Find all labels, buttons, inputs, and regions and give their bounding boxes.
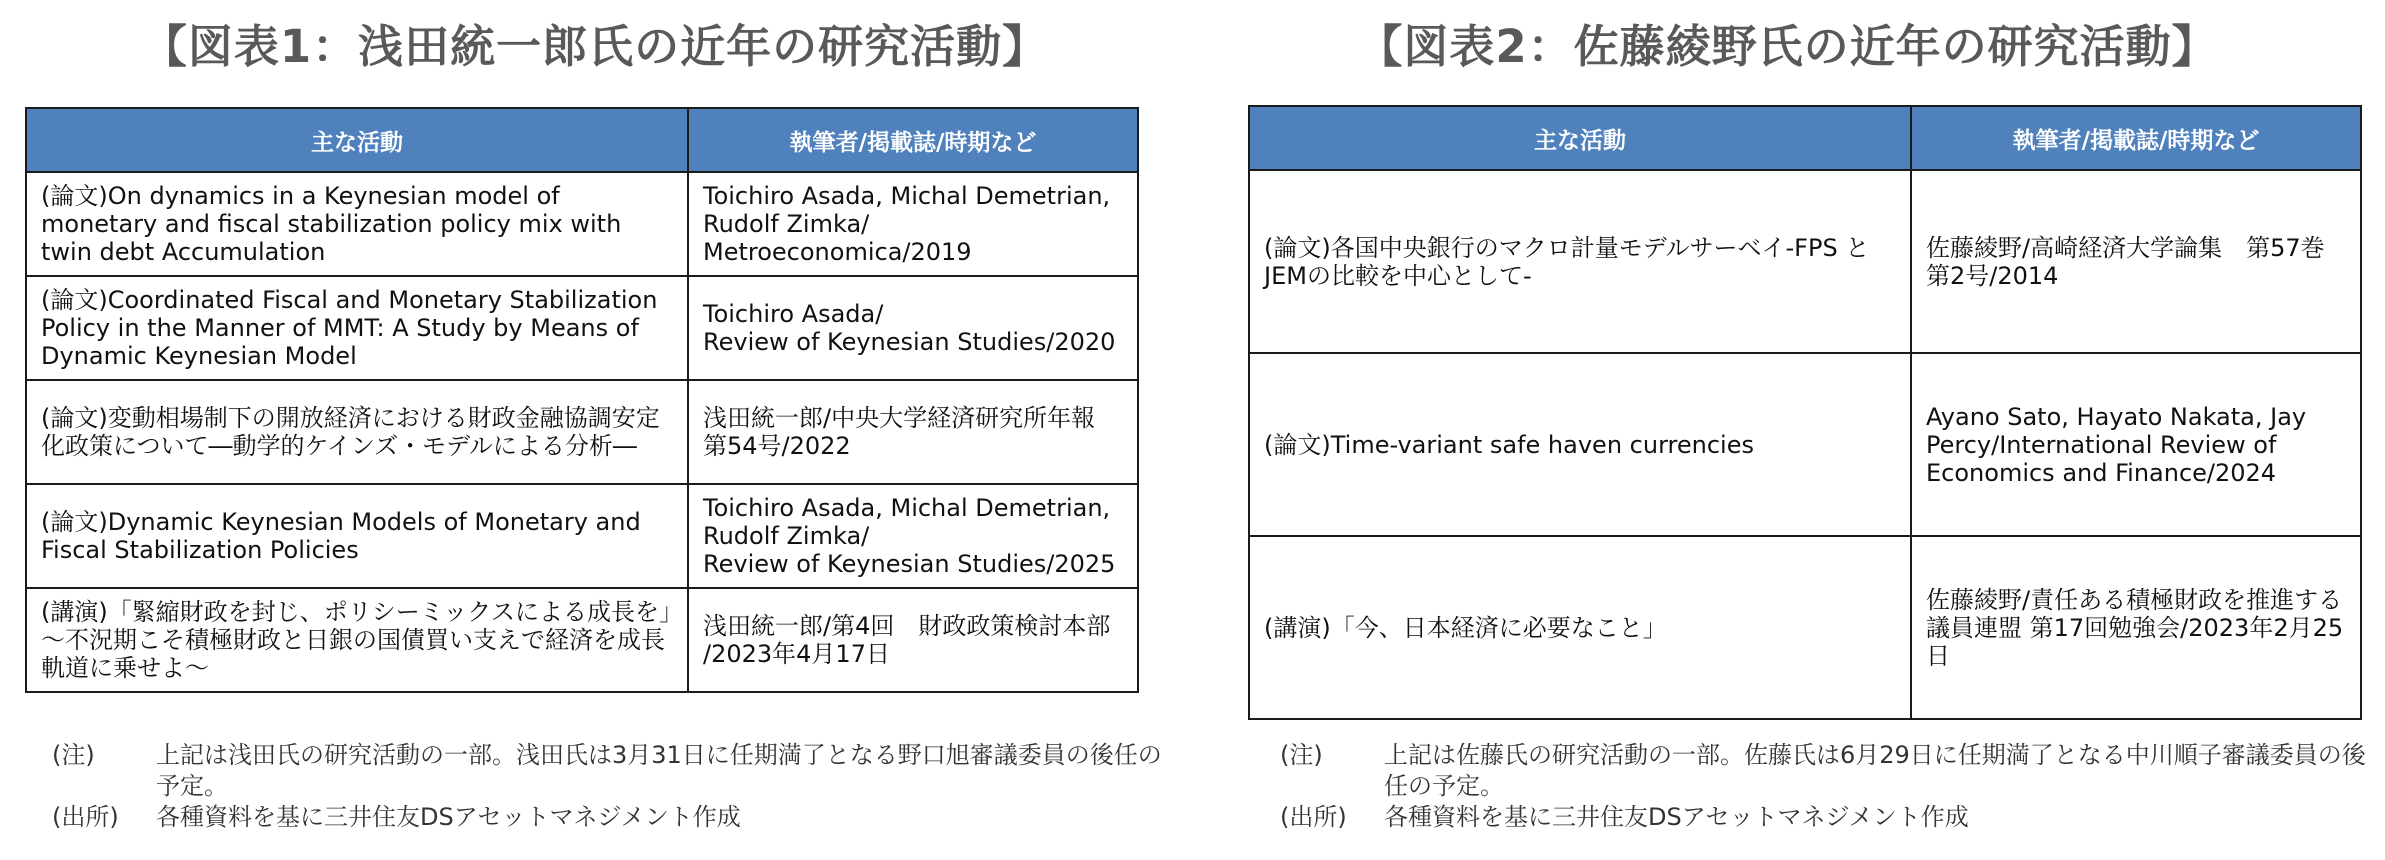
table-row — [1249, 353, 2361, 536]
activity-cell — [26, 588, 688, 692]
details-cell — [688, 484, 1138, 588]
details-text: Toichiro Asada, Michal Demetrian, Rudolf Zimka/ Metroeconomica/2019 — [703, 182, 1111, 266]
activity-text: (講演)「緊縮財政を封じ、ポリシーミックスによる成長を」～不況期こそ積極財政と日銀の国債買い支えで経済を成長軌道に乗せよ～ — [41, 598, 672, 682]
table-row — [1249, 170, 2361, 353]
figure2-table — [1248, 105, 2362, 720]
details-cell — [1911, 353, 2361, 536]
source-row — [52, 802, 1172, 833]
activity-cell — [26, 380, 688, 484]
table-row — [26, 380, 1138, 484]
table-row — [26, 484, 1138, 588]
details-text: 浅田統一郎/中央大学経済研究所年報 第54号/2022 — [703, 404, 1096, 460]
column-header-activity: 主な活動 — [26, 108, 688, 172]
figure2-notes — [1280, 740, 2370, 833]
activity-cell — [26, 276, 688, 380]
activity-text: (論文)Coordinated Fiscal and Monetary Stabilization Policy in the Manner of MMT: A Study by Means of Dynamic Keynesian Model — [41, 286, 658, 370]
note-text: 上記は浅田氏の研究活動の一部。浅田氏は3月31日に任期満了となる野口旭審議委員の後任の予定。 — [156, 741, 1162, 800]
source-row — [1280, 802, 2370, 833]
details-cell — [688, 172, 1138, 276]
activity-text: (論文)各国中央銀行のマクロ計量モデルサーベイ-FPS とJEMの比較を中心として- — [1264, 233, 1870, 290]
activity-text: (論文)Time-variant safe haven currencies — [1264, 430, 1754, 459]
activity-text: (講演)「今、日本経済に必要なこと」 — [1264, 613, 1667, 642]
details-cell — [1911, 170, 2361, 353]
activity-text: (論文)Dynamic Keynesian Models of Monetary and Fiscal Stabilization Policies — [41, 508, 641, 564]
table-row — [26, 588, 1138, 692]
note-label: (注) — [1280, 741, 1323, 769]
note-row — [1280, 740, 2370, 802]
activity-cell — [26, 484, 688, 588]
table-header-row — [26, 108, 1138, 172]
table-header-row — [1249, 106, 2361, 170]
table-row — [1249, 536, 2361, 719]
details-cell — [1911, 536, 2361, 719]
details-cell — [688, 276, 1138, 380]
source-text: 各種資料を基に三井住友DSアセットマネジメント作成 — [1384, 803, 1969, 831]
activity-cell — [1249, 536, 1911, 719]
activity-cell — [26, 172, 688, 276]
figure1-table — [25, 107, 1139, 693]
column-header-activity: 主な活動 — [1249, 106, 1911, 170]
source-label: (出所) — [52, 803, 119, 831]
figure1-notes — [52, 740, 1172, 833]
table-row — [26, 172, 1138, 276]
details-cell — [688, 380, 1138, 484]
figure1-title: 【図表1：浅田統一郎氏の近年の研究活動】 — [141, 20, 1049, 73]
activity-text: (論文)変動相場制下の開放経済における財政金融協調安定化政策について―動学的ケインズ・モデルによる分析― — [41, 404, 660, 460]
details-text: 佐藤綾野/責任ある積極財政を推進する議員連盟 第17回勉強会/2023年2月25日 — [1926, 585, 2344, 670]
figure2-title: 【図表2：佐藤綾野氏の近年の研究活動】 — [1357, 20, 2218, 73]
details-text: Toichiro Asada/ Review of Keynesian Studies/2020 — [703, 300, 1116, 356]
note-label: (注) — [52, 741, 95, 769]
column-header-details: 執筆者/掲載誌/時期など — [1911, 106, 2361, 170]
note-text: 上記は佐藤氏の研究活動の一部。佐藤氏は6月29日に任期満了となる中川順子審議委員の後任の予定。 — [1384, 741, 2366, 800]
details-text: 浅田統一郎/第4回 財政政策検討本部 /2023年4月17日 — [703, 612, 1111, 668]
details-text: Ayano Sato, Hayato Nakata, Jay Percy/International Review of Economics and Finance/2024 — [1926, 402, 2307, 487]
activity-text: (論文)On dynamics in a Keynesian model of monetary and fiscal stabilization policy mix with twin debt Accumulation — [41, 182, 622, 266]
table-row — [26, 276, 1138, 380]
column-header-details: 執筆者/掲載誌/時期など — [688, 108, 1138, 172]
details-text: 佐藤綾野/高崎経済大学論集 第57巻第2号/2014 — [1926, 233, 2325, 290]
source-text: 各種資料を基に三井住友DSアセットマネジメント作成 — [156, 803, 741, 831]
source-label: (出所) — [1280, 803, 1347, 831]
details-text: Toichiro Asada, Michal Demetrian, Rudolf Zimka/ Review of Keynesian Studies/2025 — [703, 494, 1116, 578]
details-cell — [688, 588, 1138, 692]
activity-cell — [1249, 353, 1911, 536]
activity-cell — [1249, 170, 1911, 353]
note-row — [52, 740, 1172, 802]
